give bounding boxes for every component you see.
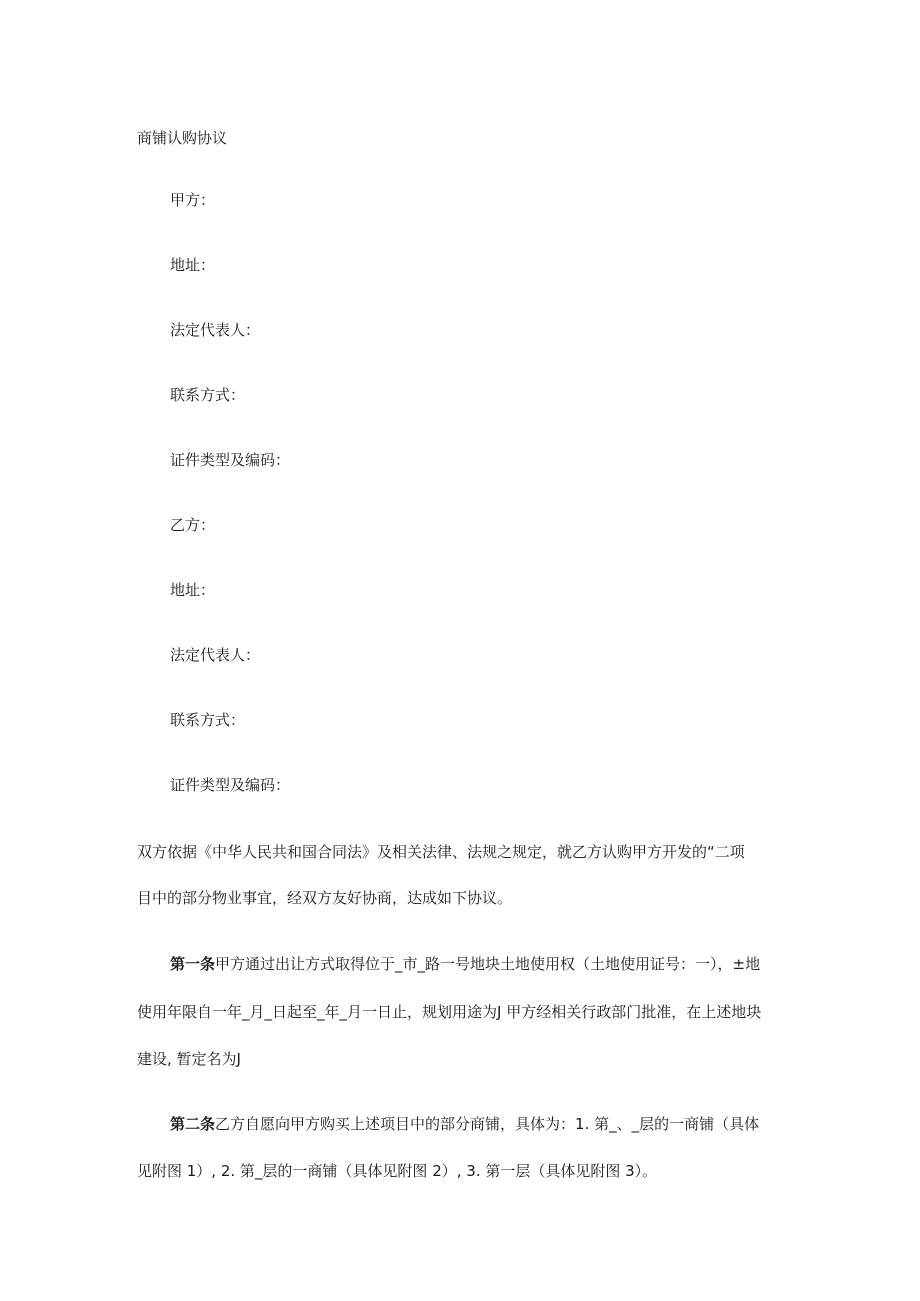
preamble-line-1: 双方依据《中华人民共和国合同法》及相关法律、法规之规定，就乙方认购甲方开发的“二项 (137, 843, 745, 861)
party-a-contact-label: 联系方式： (170, 386, 246, 404)
party-a-name-label: 甲方： (170, 191, 216, 209)
party-b-name-label: 乙方： (170, 516, 216, 534)
article-1-line-3: 建设, 暂定名为J (137, 1050, 241, 1068)
party-b-address-label: 地址： (170, 581, 216, 599)
preamble-line-2: 目中的部分物业事宜，经双方友好协商，达成如下协议。 (137, 889, 513, 907)
party-b-id-label: 证件类型及编码： (170, 776, 291, 794)
party-b-contact-label: 联系方式： (170, 711, 246, 729)
article-1-line-2: 使用年限自一年_月_日起至_年_月一日止，规划用途为J 甲方经相关行政部门批准，在上述地块 (137, 1003, 762, 1021)
article-1-line-1 (170, 954, 760, 974)
article-2-text-1: 乙方自愿向甲方购买上述项目中的部分商铺，具体为：1. 第_、_层的一商铺（具体 (215, 1115, 760, 1133)
party-a-address-label: 地址： (170, 256, 216, 274)
article-2-line-2: 见附图 1）, 2. 第_层的一商铺（具体见附图 2）, 3. 第一层（具体见附图 3）。 (137, 1162, 658, 1180)
party-b-representative-label: 法定代表人： (170, 646, 261, 664)
article-2-heading: 第二条 (170, 1115, 216, 1133)
party-a-id-label: 证件类型及编码： (170, 451, 291, 469)
article-2-line-1 (170, 1114, 759, 1134)
document-title: 商铺认购协议 (137, 129, 228, 147)
party-a-representative-label: 法定代表人： (170, 321, 261, 339)
article-1-heading: 第一条 (170, 955, 216, 973)
article-1-text-1: 甲方通过出让方式取得位于_市_路一号地块土地使用权（土地使用证号：一），±地 (215, 955, 761, 973)
